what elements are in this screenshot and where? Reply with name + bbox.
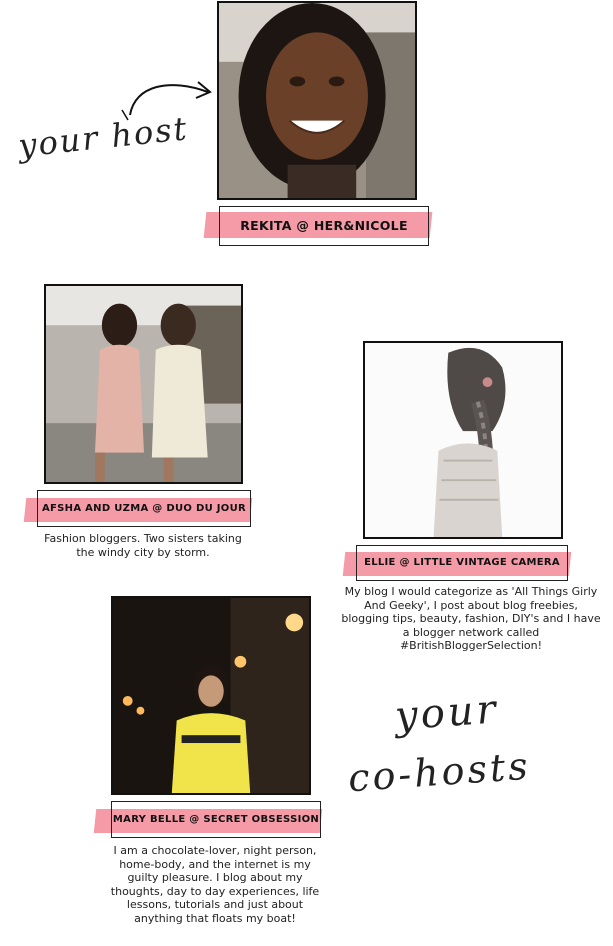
- cohost-3-name-label: MARY BELLE @ SECRET OBSESSION: [111, 801, 321, 838]
- your-host-script: [10, 70, 220, 180]
- cohost-2-photo: [363, 341, 563, 539]
- cohost-3-photo: [111, 596, 311, 795]
- host-name-label: REKITA @ HER&NICOLE: [219, 206, 429, 246]
- cohost-2-description: My blog I would categorize as 'All Things Girly And Geeky', I post about blog freebies, blogging tips, beauty, fashion, DIY's and I have a blogger network called #BritishBloggerSelection!: [341, 585, 601, 652]
- your-host-text: your host: [16, 109, 191, 165]
- host-photo: [217, 1, 417, 200]
- your-cohosts-line1: your: [393, 686, 501, 740]
- your-cohosts-script: [340, 686, 580, 820]
- cohost-1-photo: [44, 284, 243, 484]
- cohost-3-description: I am a chocolate-lover, night person, home-body, and the internet is my guilty pleasure. I blog about my thoughts, day to day experiences, life lessons, tutorials and just about anything that floats my boat!: [110, 844, 320, 925]
- cohost-1-name-label: AFSHA AND UZMA @ DUO DU JOUR: [37, 490, 251, 527]
- cohost-1-description: Fashion bloggers. Two sisters taking the windy city by storm.: [44, 532, 242, 559]
- cohost-2-name-label: ELLIE @ LITTLE VINTAGE CAMERA: [356, 545, 568, 581]
- your-cohosts-line2: co-hosts: [346, 743, 532, 801]
